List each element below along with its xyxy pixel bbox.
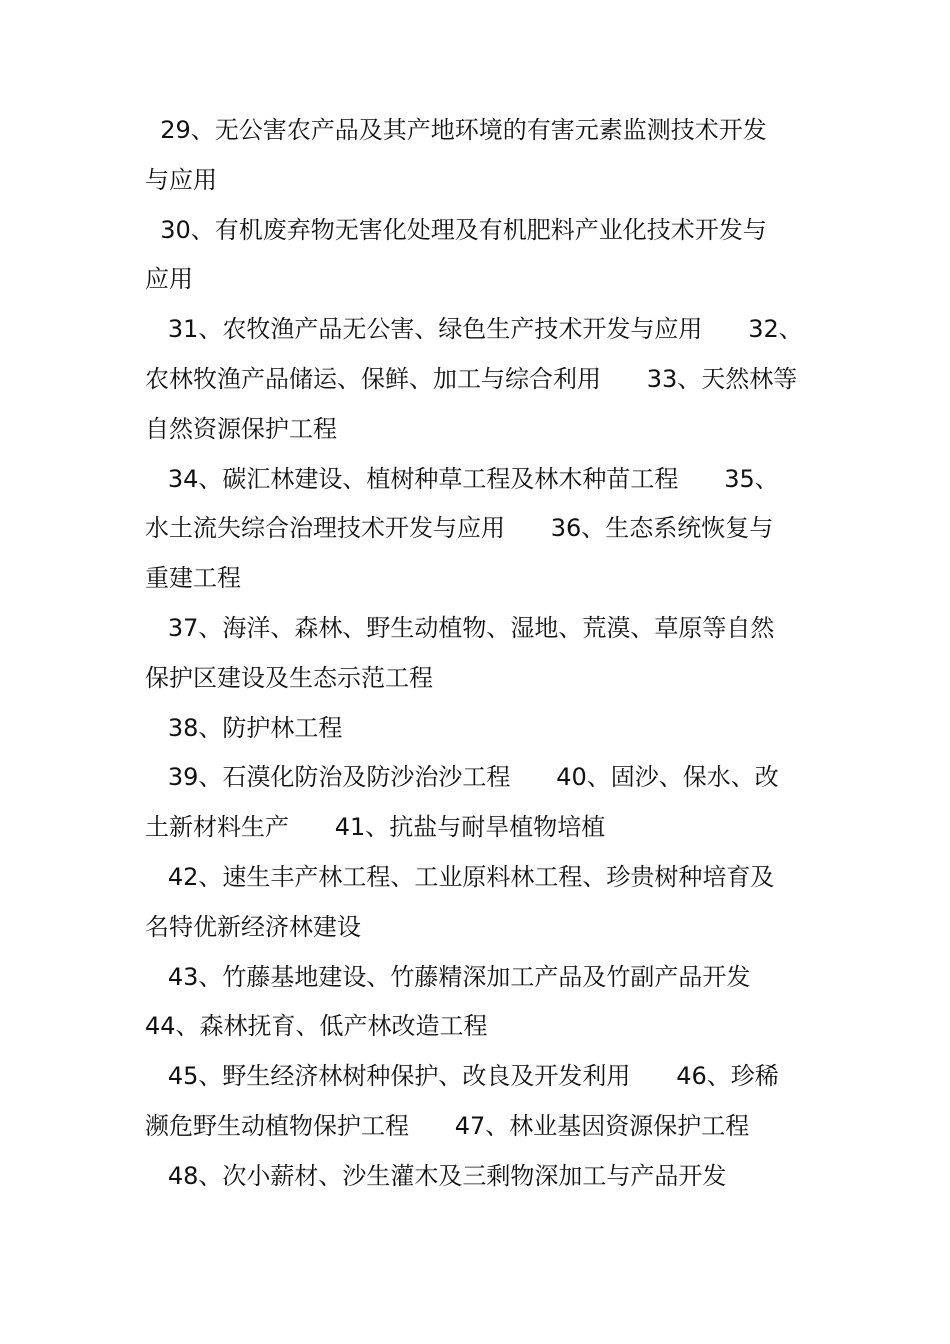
document-body xyxy=(145,106,810,1202)
text-line-16: 42、速生丰产林工程、工业原料林工程、珍贵树种培育及 xyxy=(145,862,775,891)
text-line-4: 应用 xyxy=(145,265,193,294)
text-line-17: 名特优新经济林建设 xyxy=(145,912,361,941)
text-line-11: 37、海洋、森林、野生动植物、湿地、荒漠、草原等自然 xyxy=(145,613,775,642)
text-line-12: 保护区建设及生态示范工程 xyxy=(145,663,433,692)
text-line-5: 31、农牧渔产品无公害、绿色生产技术开发与应用 32、 xyxy=(145,315,803,344)
text-line-18: 43、竹藤基地建设、竹藤精深加工产品及竹副产品开发 xyxy=(145,962,751,991)
text-line-10: 重建工程 xyxy=(145,564,241,593)
text-line-21: 濒危野生动植物保护工程 47、林业基因资源保护工程 xyxy=(145,1111,750,1140)
text-line-19: 44、森林抚育、低产林改造工程 xyxy=(145,1012,488,1041)
text-line-14: 39、石漠化防治及防沙治沙工程 40、固沙、保水、改 xyxy=(145,763,779,792)
text-line-15: 土新材料生产 41、抗盐与耐旱植物培植 xyxy=(145,813,606,842)
text-line-22: 48、次小薪材、沙生灌木及三剩物深加工与产品开发 xyxy=(145,1161,727,1190)
text-line-9: 水土流失综合治理技术开发与应用 36、生态系统恢复与 xyxy=(145,514,774,543)
text-line-2: 与应用 xyxy=(145,165,217,194)
text-line-1: 29、无公害农产品及其产地环境的有害元素监测技术开发 xyxy=(145,116,767,144)
text-line-3: 30、有机废弃物无害化处理及有机肥料产业化技术开发与 xyxy=(145,215,767,244)
text-line-13: 38、防护林工程 xyxy=(145,713,343,742)
text-line-6: 农林牧渔产品储运、保鲜、加工与综合利用 33、天然林等 xyxy=(145,364,798,393)
text-line-8: 34、碳汇林建设、植树种草工程及林木种苗工程 35、 xyxy=(145,464,779,493)
text-line-7: 自然资源保护工程 xyxy=(145,414,337,443)
text-line-20: 45、野生经济林树种保护、改良及开发利用 46、珍稀 xyxy=(145,1062,779,1091)
